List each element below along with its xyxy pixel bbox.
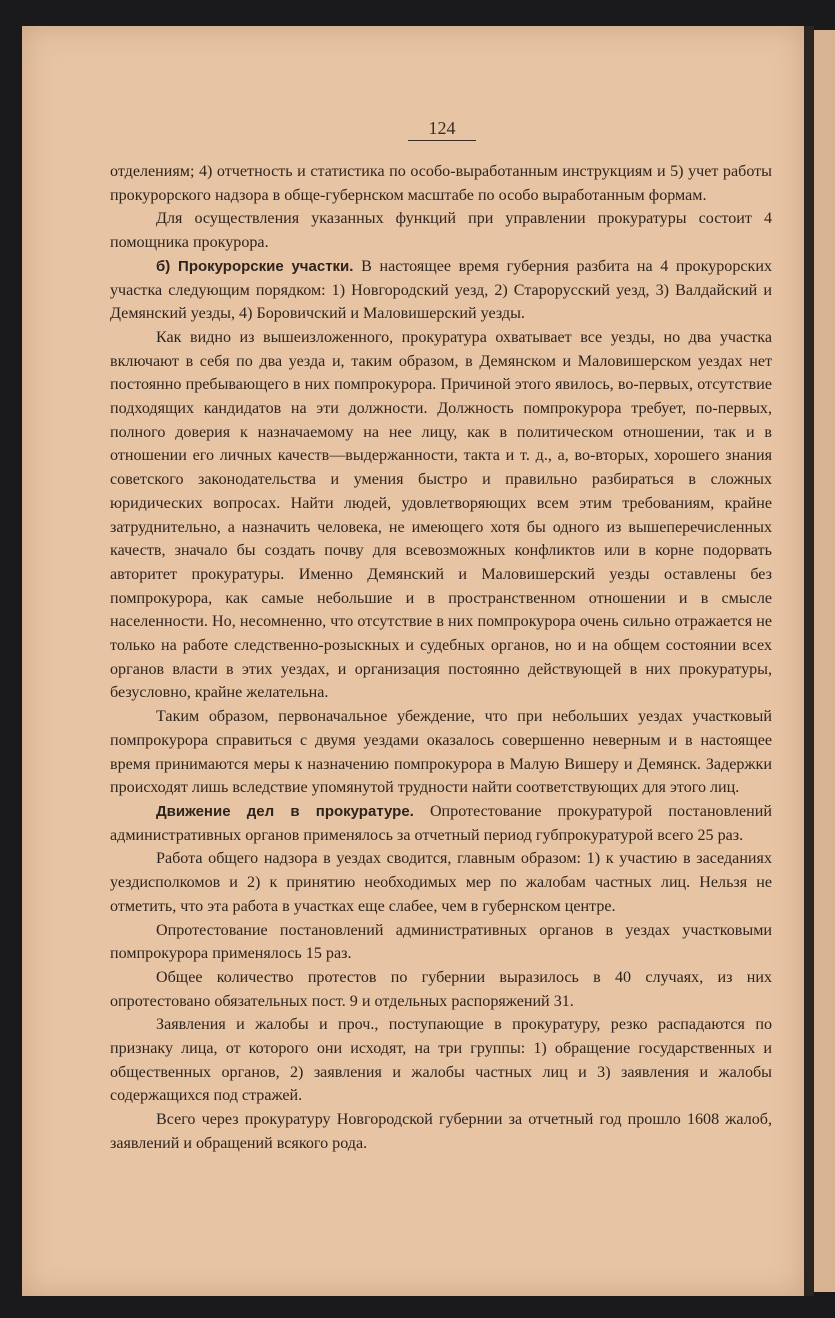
paragraph-11: Всего через прокуратуру Новгородской губернии за отчетный год прошло 1608 жалоб, заявлений и обращений всякого рода. — [110, 1111, 772, 1152]
paragraph-6-body: Опротестование прокуратурой постановлений административных органов применялось за отчетный период губпрокуратурой всего 25 раз. — [110, 802, 772, 844]
paragraph-6 — [110, 800, 772, 847]
page-number: 124 — [408, 118, 476, 141]
paragraph-8: Опротестование постановлений административных органов в уездах участковыми помпрокурора применялось 15 раз. — [110, 921, 772, 963]
heading-prokuror-uchastki: б) Прокурорские участки. — [156, 257, 354, 275]
paragraph-9: Общее количество протестов по губернии выразилось в 40 случаях, из них опротестовано обязательных пост. 9 и отдельных распоряжений 31. — [110, 968, 772, 1010]
paragraph-3-body: В настоящее время губерния разбита на 4 прокурорских участка следующим порядком: 1) Новгородский уезд, 2) Старорусский уезд, 3) Валдайский и Демянский уезды, 4) Боровичский и Маловишерский уезды. — [110, 257, 773, 323]
heading-dvizhenie-del: Движение дел в прокуратуре. — [156, 802, 414, 820]
paragraph-2: Для осуществления указанных функций при управлении прокуратуры состоит 4 помощника прокурора. — [110, 210, 772, 252]
paragraph-7: Работа общего надзора в уездах сводится, главным образом: 1) к участию в заседаниях уездисполкомов и 2) к принятию необходимых мер по жалобам частных лиц. Нельзя не отметить, что эта работа в участках еще слабее, чем в губернском центре. — [110, 850, 772, 915]
paragraph-3 — [110, 255, 772, 326]
paragraph-10: Заявления и жалобы и проч., поступающие в прокуратуру, резко распадаются по признаку лица, от которого они исходят, на три группы: 1) обращение государственных и общественных органов, 2) заявления и жалобы частных лиц и 3) заявления и жалобы содержащихся под стражей. — [110, 1016, 772, 1105]
paragraph-5: Таким образом, первоначальное убеждение, что при небольших уездах участковый помпрокурора справиться с двумя уездами оказалось совершенно неверным и в настоящее время принимаются меры к назначению помпрокурора в Малую Вишеру и Демянск. Задержки происходят лишь вследствие упомянутой трудности найти соответствующих для этого лиц. — [110, 708, 772, 797]
next-page-edge — [814, 30, 835, 1292]
book-gutter — [804, 26, 814, 1296]
paragraph-1: отделениям; 4) отчетность и статистика по особо-выработанным инструкциям и 5) учет работы прокурорского надзора в обще-губернском масштабе по особо выработанным формам. — [110, 163, 772, 204]
page-text — [110, 160, 772, 1156]
paragraph-4: Как видно из вышеизложенного, прокуратура охватывает все уезды, но два участка включают в себя по два уезда и, таким образом, в Демянском и Маловишерском уездах нет постоянно пребывающего в них помпрокурора. Причиной этого явилось, во-первых, отсутствие подходящих кандидатов на эти должности. Должность помпрокурора требует, по-первых, полного доверия к назначаемому на нее лицу, как в политическом отношении, так и в отношении его личных качеств—выдержанности, такта и т. д., а, во-вторых, хорошего знания советского законодательства и умения быстро и правильно разбираться в сложных юридических вопросах. Найти людей, удовлетворяющих всем этим требованиям, крайне затруднительно, а назначить человека, не имеющего хотя бы одного из вышеперечисленных качеств, значало бы создать почву для всевозможных конфликтов или в корне подорвать авторитет прокуратуры. Именно Демянский и Маловишерский уезды оставлены без помпрокурора, как самые небольшие и в пространственном отношении и в смысле населенности. Но, несомненно, что отсутствие в них помпрокурора очень сильно отражается не только на работе следственно-розыскных и судебных органов, но и на общем состоянии всех органов власти в этих уездах, и организация постоянно действующей в них прокуратуры, безусловно, крайне желательна. — [110, 328, 772, 702]
